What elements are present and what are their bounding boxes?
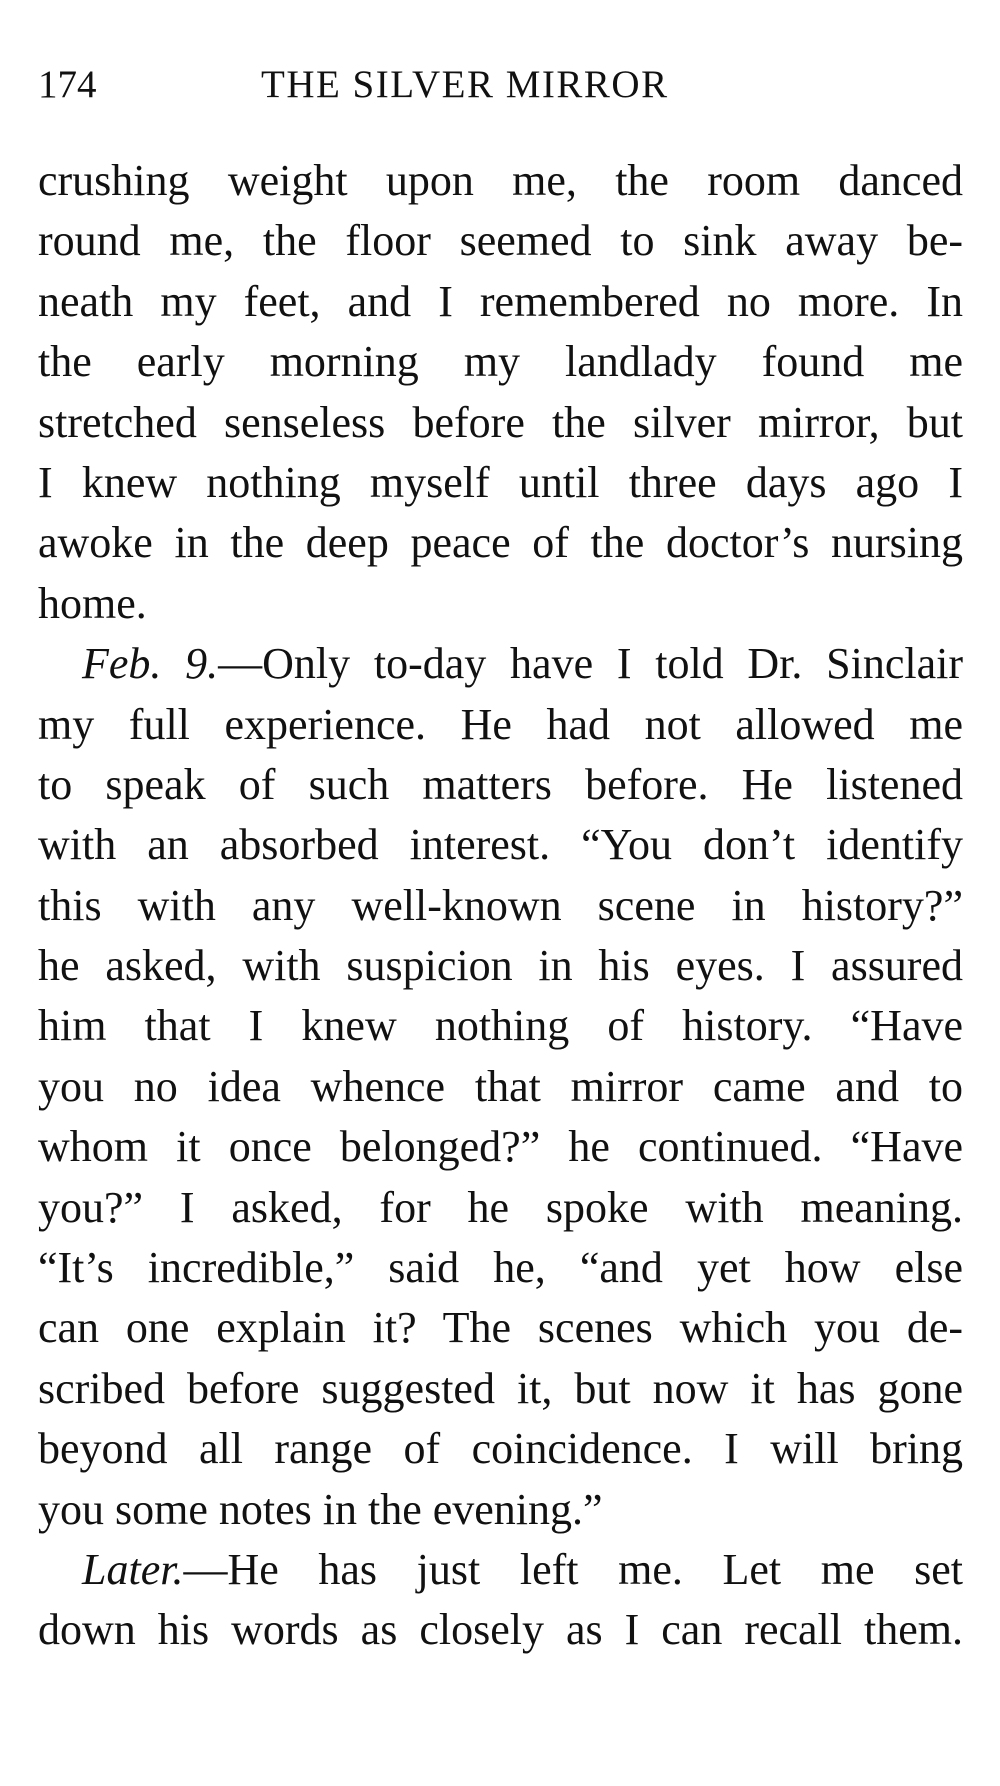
text-line: him that I knew nothing of history. “Have — [38, 1001, 963, 1051]
text-line: scribed before suggested it, but now it has gone — [38, 1363, 963, 1413]
text-line: beyond all range of coincidence. I will bring — [38, 1424, 963, 1474]
paragraph — [38, 151, 963, 634]
text-line-first — [38, 1540, 963, 1600]
running-title: THE SILVER MIRROR — [261, 63, 669, 106]
text-line: can one explain it? The scenes which you de- — [38, 1303, 963, 1353]
text-line: this with any well-known scene in history?” — [38, 880, 963, 930]
text-line: you?” I asked, for he spoke with meaning. — [38, 1182, 963, 1232]
paragraph — [38, 1540, 963, 1661]
text-run: —He has just left me. Let me set — [183, 1544, 963, 1594]
text-line: whom it once belonged?” he continued. “Have — [38, 1122, 963, 1172]
text-line: home. — [38, 578, 147, 628]
text-run: —Only to-day have I told Dr. Sinclair — [218, 639, 964, 689]
text-line: awoke in the deep peace of the doctor’s nursing — [38, 518, 963, 568]
text-line-first — [38, 634, 963, 694]
text-line: “It’s incredible,” said he, “and yet how else — [38, 1243, 963, 1293]
text-line: with an absorbed interest. “You don’t identify — [38, 820, 963, 870]
text-line: stretched senseless before the silver mirror, but — [38, 397, 963, 447]
text-line: you some notes in the evening.” — [38, 1484, 603, 1534]
text-line: I knew nothing myself until three days ago I — [38, 457, 963, 507]
text-line: down his words as closely as I can recall them. — [38, 1605, 963, 1655]
page-number: 174 — [38, 63, 97, 106]
text-line: he asked, with suspicion in his eyes. I assured — [38, 941, 963, 991]
entry-date-label: Later. — [82, 1544, 184, 1594]
text-line: neath my feet, and I remembered no more. In — [38, 276, 963, 326]
text-line: you no idea whence that mirror came and to — [38, 1061, 963, 1111]
page-header — [38, 62, 963, 116]
text-line: crushing weight upon me, the room danced — [38, 156, 963, 205]
text-line: the early morning my landlady found me — [38, 337, 963, 387]
body-text — [38, 151, 963, 1661]
paragraph — [38, 634, 963, 1540]
text-line: my full experience. He had not allowed me — [38, 699, 963, 749]
entry-date-label: Feb. 9. — [82, 639, 219, 689]
text-line: to speak of such matters before. He listened — [38, 759, 963, 809]
text-line: round me, the floor seemed to sink away be- — [38, 216, 963, 266]
